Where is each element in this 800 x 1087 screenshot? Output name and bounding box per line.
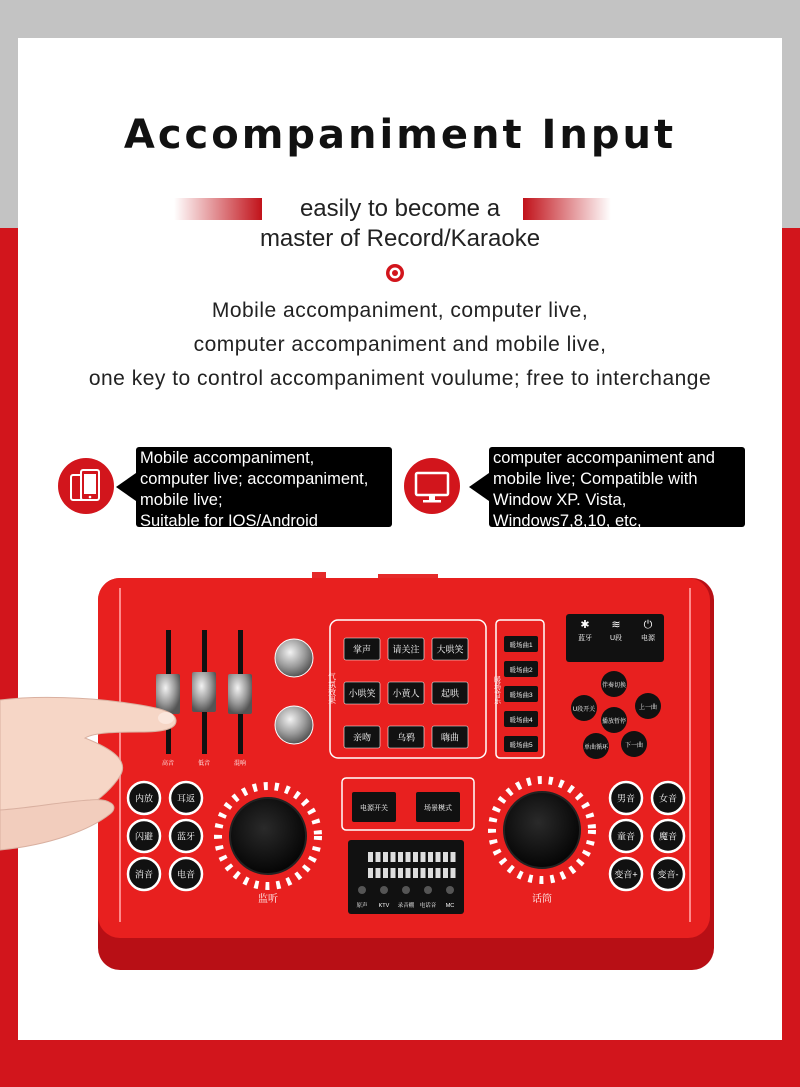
callout-line: Suitable for IOS/Android [140,512,318,530]
subtitle-line-2: master of Record/Karaoke [259,225,541,252]
playback-button-label: 单曲循环 [583,745,609,751]
monitor-icon [404,458,460,514]
slider-handle[interactable] [228,674,252,714]
meter-segment [398,852,403,862]
meter-segment [413,868,418,878]
effects-label: 气氛效果 [327,672,337,704]
warm-music-button-label: 暖场曲2 [509,667,533,674]
warm-music-button-label: 暖场曲1 [509,642,533,649]
slider-handle[interactable] [192,672,216,712]
meter-indicator [446,886,454,894]
meter-segment [376,852,381,862]
warm-music-button-label: 暖场曲4 [509,717,533,724]
playback-button-label: U段开关 [572,707,596,713]
side-button-label: 消音 [134,869,154,880]
callout-line: computer live; accompaniment, [140,470,369,488]
playback-button-label: 下一曲 [624,743,644,749]
center-button-label: 场景模式 [424,805,452,812]
warm-music-button-label: 暖场曲3 [509,692,533,699]
side-button-label: 变音+ [614,869,638,880]
meter-segment [391,852,396,862]
meter-segment [406,852,411,862]
callout-line: computer accompaniment and [493,449,715,467]
meter-segment [421,852,426,862]
meter-indicator [402,886,410,894]
meter-segment [398,868,403,878]
effect-button-label: 请关注 [392,644,420,655]
side-button-label: 童音 [616,831,636,842]
effect-knob[interactable] [275,706,313,744]
effect-button-label: 起哄 [440,688,460,699]
meter-segment [443,852,448,862]
meter-segment [383,868,388,878]
meter-segment [451,868,456,878]
side-button-label: 男音 [616,793,636,804]
meter-label: KTV [378,903,390,909]
effect-button-label: 亲吻 [352,732,372,743]
meter-segment [428,868,433,878]
feature-phone-badge [58,458,114,514]
page-title: Accompaniment Input [123,112,677,158]
power-icon: ⏻ [643,619,653,631]
meter-segment [368,852,373,862]
slider-label: 低音 [197,761,211,767]
slider-label: 混响 [233,761,247,767]
callout-arrow [469,473,489,501]
meter-segment [436,868,441,878]
meter-segment [443,868,448,878]
meter-indicator [380,886,388,894]
side-button-label: 闪避 [134,831,154,842]
playback-button-label: 上一曲 [638,705,658,711]
callout-line: Windows7,8,10, etc, [493,512,642,530]
meter-label: 录音棚 [397,903,415,909]
side-button-label: 变音- [657,869,679,880]
effect-button-label: 大哄笑 [436,644,464,655]
knob-label: 话筒 [532,894,552,905]
hand-illustration [0,680,180,880]
status-label: U段 [609,635,623,642]
side-button-label: 魔音 [658,831,678,842]
monitor-knob[interactable] [230,798,306,874]
description-line: computer accompaniment and mobile live, [193,333,607,356]
slider-label: 高音 [161,761,175,767]
side-button-label: 蓝牙 [176,831,196,842]
meter-segment [391,868,396,878]
side-button-label: 女音 [658,793,678,804]
side-button-label: 内放 [134,793,154,804]
sound-card-device [98,572,714,970]
effect-grid [344,638,468,748]
bluetooth-icon: ✱ [580,619,590,631]
meter-label: 原声 [356,903,368,909]
target-icon [385,263,405,283]
playback-button-label: 播放暂停 [601,719,627,725]
callout-line: Mobile accompaniment, [140,449,315,467]
effect-button-label: 小哄笑 [348,688,376,699]
feature-monitor-badge [404,458,460,514]
meter-segment [368,868,373,878]
meter-segment [406,868,411,878]
callout-arrow [116,473,136,501]
meter-segment [428,852,433,862]
effect-button-label: 嗨曲 [440,732,460,743]
mic-knob[interactable] [504,792,580,868]
effect-button-label: 小黄人 [392,688,420,699]
callout-line: mobile live; Compatible with [493,470,698,488]
meter-label: 电话音 [419,903,437,909]
warm-music-button-label: 暖场曲5 [509,742,533,749]
meter-segment [413,852,418,862]
description-line: one key to control accompaniment voulume; free to interchange [88,367,712,390]
status-label: 电源 [641,635,655,642]
playback-button-label: 伴奏切换 [601,683,627,689]
effect-button-label: 掌声 [352,644,372,655]
callout-line: mobile live; [140,491,223,509]
meter-segment [436,852,441,862]
knob-label: 监听 [258,894,278,905]
feature-callout-monitor [489,447,745,530]
meter-segment [451,852,456,862]
side-button-label: 耳返 [176,793,196,804]
center-button-label: 电源开关 [360,805,388,812]
effect-button-label: 乌鸦 [396,732,416,743]
meter-segment [383,852,388,862]
subtitle-line-1: easily to become a [299,195,501,222]
meter-indicator [424,886,432,894]
side-button-label: 电音 [176,869,196,880]
effect-knob[interactable] [275,639,313,677]
subtitle [0,194,800,254]
meter-segment [376,868,381,878]
status-label: 蓝牙 [578,635,592,642]
description [0,294,800,396]
meter-label: MC [445,903,455,909]
phone-icon [58,458,114,514]
meter-segment [421,868,426,878]
description-line: Mobile accompaniment, computer live, [211,299,589,322]
callout-line: Window XP. Vista, [493,491,627,509]
meter-indicator [358,886,366,894]
feature-callout-phone [136,447,392,530]
wifi-icon: ≋ [611,619,621,631]
warm-music-label: 暖场音乐 [493,676,501,704]
